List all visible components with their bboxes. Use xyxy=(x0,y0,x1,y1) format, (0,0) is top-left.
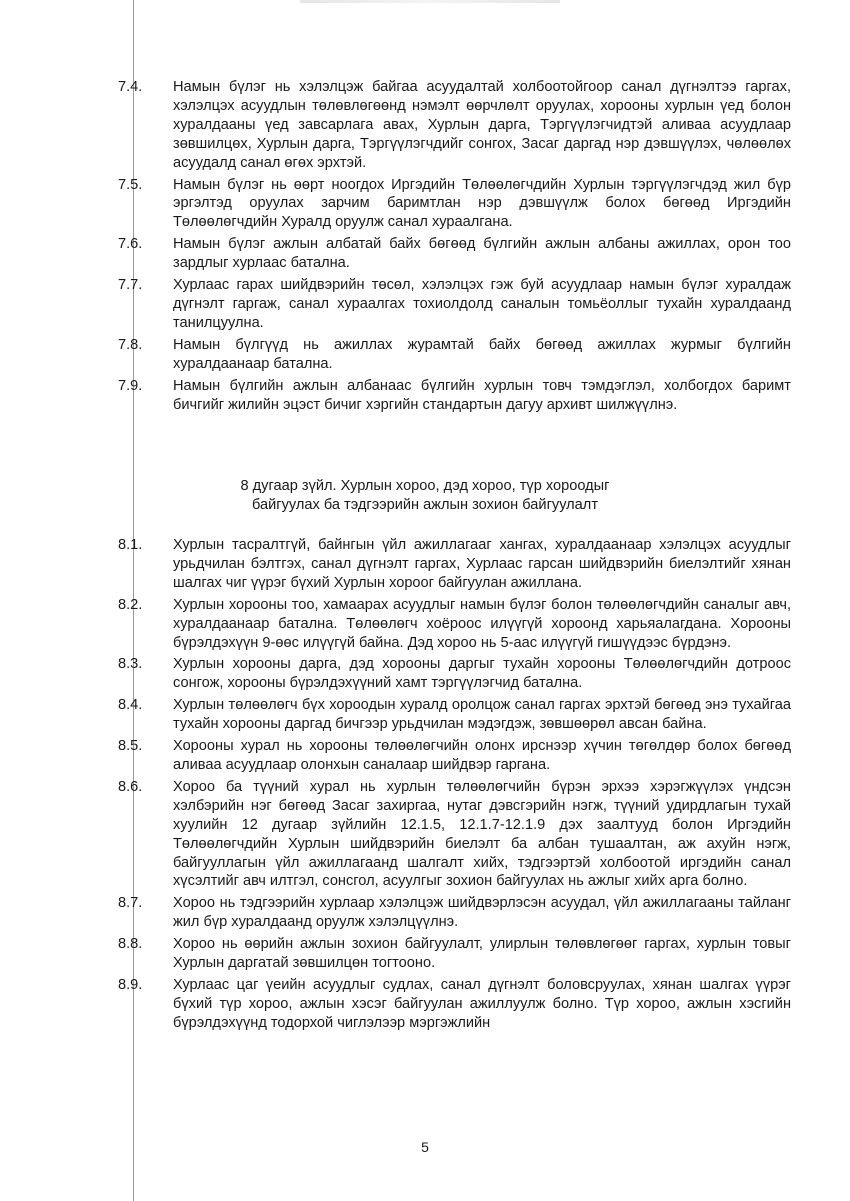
clause-8-3 xyxy=(0,655,850,693)
clause-number: 8.9. xyxy=(118,976,143,993)
clause-text: Хурлын тасралтгүй, байнгын үйл ажиллагааг хангах, хуралдаанаар хэлэлцэх асуудлыг урьдчилан бэлтгэх, санал дүгнэлт гаргах, Хурлаас гарсан шийдвэрийн биелэлтийг хянан шалгах чиг үүрэг бүхий Хурлын хороог байгуулан ажиллана. xyxy=(173,537,791,591)
clause-8-2 xyxy=(0,596,850,653)
clause-text: Намын бүлэг ажлын албатай байх бөгөөд бүлгийн ажлын албаны ажиллах, орон тоо зардлыг хурлаас батална. xyxy=(173,236,791,272)
clause-text: Хурлын төлөөлөгч бүх хороодын хуралд оролцож санал гаргах эрхтэй бөгөөд энэ тухайгаа тухайн хорооны даргад бичгээр урьдчилан мэдэгдэж, зөвшөөрөл авсан байна. xyxy=(173,697,791,733)
clause-8-7 xyxy=(0,894,850,932)
clause-text: Хурлын хорооны тоо, хамаарах асуудлыг намын бүлэг болон төлөөлөгчдийн саналыг авч, хуралдаанаар батална. Төлөөлөгч хоёроос илүүгүй хороонд харьяалагдана. Хорооны бүрэлдэхүүн 9-өөс илүүгүй байна. Дэд хороо нь 5-аас илүүгүй гишүүдээс бүрдэнэ. xyxy=(173,596,791,651)
section-heading xyxy=(0,477,850,515)
clause-7-6 xyxy=(0,235,850,273)
article-8-clauses xyxy=(0,536,850,1033)
clause-8-8 xyxy=(0,935,850,973)
clause-number: 7.6. xyxy=(118,236,143,253)
clause-number: 8.1. xyxy=(118,537,143,553)
section-heading-line-2: байгуулах ба тэдгээрийн ажлын зохион байгуулалт xyxy=(251,497,599,513)
clause-number: 7.4. xyxy=(118,79,143,95)
article-7-clauses xyxy=(0,78,850,414)
clause-text: Намын бүлэг нь өөрт ноогдох Иргэдийн Төлөөлөгчдийн Хурлын тэргүүлэгчдэд жил бүр эргэлтэд оруулах зарчим баримтлан нэр дэвшүүлж болох бөгөөд Иргэдийн Төлөөлөгчдийн Хуралд оруулж санал хураалгана. xyxy=(173,176,791,231)
clause-text: Намын бүлгүүд нь ажиллах журамтай байх бөгөөд ажиллах журмыг бүлгийн хуралдаанаар батална. xyxy=(173,336,791,372)
clause-text: Хороо ба түүний хурал нь хурлын төлөөлөгчийн бүрэн эрхээ хэрэгжүүлэх үндсэн хэлбэрийн нэг бөгөөд Засаг захиргаа, нутаг дэвсгэрийн нэгж, түүний удирдлагын тухай хуулийн 12 дугаар зүйлийн 12.1.5, 12.1.7-12.1.9 дэх заалтууд болон Иргэдийн Төлөөлөгчдийн Хурлын шийдвэрийн биелэлт ба албан тушаалтан, аж ахуйн нэгж, байгууллагын үйл ажиллагаанд шалгалт хийх, тэдгээртэй холбоотой иргэдийн санал хүсэлтийг авч илтгэл, сонсгол, асуулгыг зохион байгуулах нь ажлыг хийх арга болно. xyxy=(173,778,791,890)
clause-text: Хороо нь тэдгээрийн хурлаар хэлэлцэж шийдвэрлэсэн асуудал, үйл ажиллагааны тайланг жил бүр хуралдаанд оруулж хэлэлцүүлнэ. xyxy=(173,895,791,931)
clause-number: 7.5. xyxy=(118,176,143,193)
clause-number: 7.8. xyxy=(118,336,143,353)
clause-8-1 xyxy=(0,536,850,593)
clause-number: 7.9. xyxy=(118,377,143,394)
clause-number: 8.7. xyxy=(118,895,143,912)
clause-number: 8.5. xyxy=(118,738,143,755)
section-heading-line-1: 8 дугаар зүйл. Хурлын хороо, дэд хороо, түр хороодыг xyxy=(240,478,610,494)
clause-text: Намын бүлгийн ажлын албанаас бүлгийн хурлын товч тэмдэглэл, холбогдох баримт бичгийг жилийн эцэст бичиг хэргийн стандартын дагуу архивт шилжүүлнэ. xyxy=(173,377,791,413)
clause-number: 8.2. xyxy=(118,596,143,613)
clause-8-6 xyxy=(0,778,850,891)
clause-text: Хорооны хурал нь хорооны төлөөлөгчийн олонх ирснээр хүчин төгөлдөр болох бөгөөд аливаа асуудлаар олонхын саналаар шийдвэр гаргана. xyxy=(173,738,791,773)
clause-8-9 xyxy=(0,976,850,1033)
clause-7-9 xyxy=(0,377,850,415)
clause-7-5 xyxy=(0,176,850,233)
page-number: 5 xyxy=(421,1139,429,1155)
clause-text: Хурлаас гарах шийдвэрийн төсөл, хэлэлцэх гэж буй асуудлаар намын бүлэг хуралдаж дүгнэлт гаргаж, санал хураалгах тохиолдолд саналын томьёоллыг тухайн хуралдаанд танилцуулна. xyxy=(173,277,791,331)
clause-number: 8.6. xyxy=(118,778,143,795)
clause-text: Намын бүлэг нь хэлэлцэж байгаа асуудалтай холбоотойгоор санал дүгнэлтээ гаргах, хэлэлцэх асуудлын төлөвлөгөөнд нэмэлт өөрчлөлт оруулах, хорооны хурлын үед болон хуралдааны үед завсарлага авах, Хурлын дарга, Тэргүүлэгчидтэй аливаа асуудлаар зөвшилцөх, Хурлын дарга, Тэргүүлэгчдийг сонгох, Засаг даргад нэр дэвшүүлэх, чөлөөлөх асуудалд санал өгөх эрхтэй. xyxy=(173,79,791,171)
clause-number: 8.8. xyxy=(118,936,143,953)
clause-7-7 xyxy=(0,276,850,333)
clause-number: 8.3. xyxy=(118,656,143,673)
clause-8-5 xyxy=(0,737,850,775)
clause-7-4 xyxy=(0,78,850,173)
clause-text: Хороо нь өөрийн ажлын зохион байгуулалт, улирлын төлөвлөгөөг гаргах, хурлын товыг Хурлын даргатай зөвшилцөн тогтооно. xyxy=(173,936,791,972)
clause-8-4 xyxy=(0,696,850,734)
clause-text: Хурлаас цаг үеийн асуудлыг судлах, санал дүгнэлт боловсруулах, хянан шалгах үүрэг бүхий түр хороо, ажлын хэсэг байгуулан ажиллуулж болно. Түр хороо, ажлын хэсгийн бүрэлдэхүүнд тодорхой чиглэлээр мэргэжлийн xyxy=(173,976,791,1031)
clause-text: Хурлын хорооны дарга, дэд хорооны даргыг тухайн хорооны Төлөөлөгчдийн дотроос сонгож, хорооны бүрэлдэхүүний хамт тэргүүлэгчид батална. xyxy=(173,656,791,692)
clause-number: 8.4. xyxy=(118,697,143,714)
clause-number: 7.7. xyxy=(118,277,143,294)
clause-7-8 xyxy=(0,336,850,374)
